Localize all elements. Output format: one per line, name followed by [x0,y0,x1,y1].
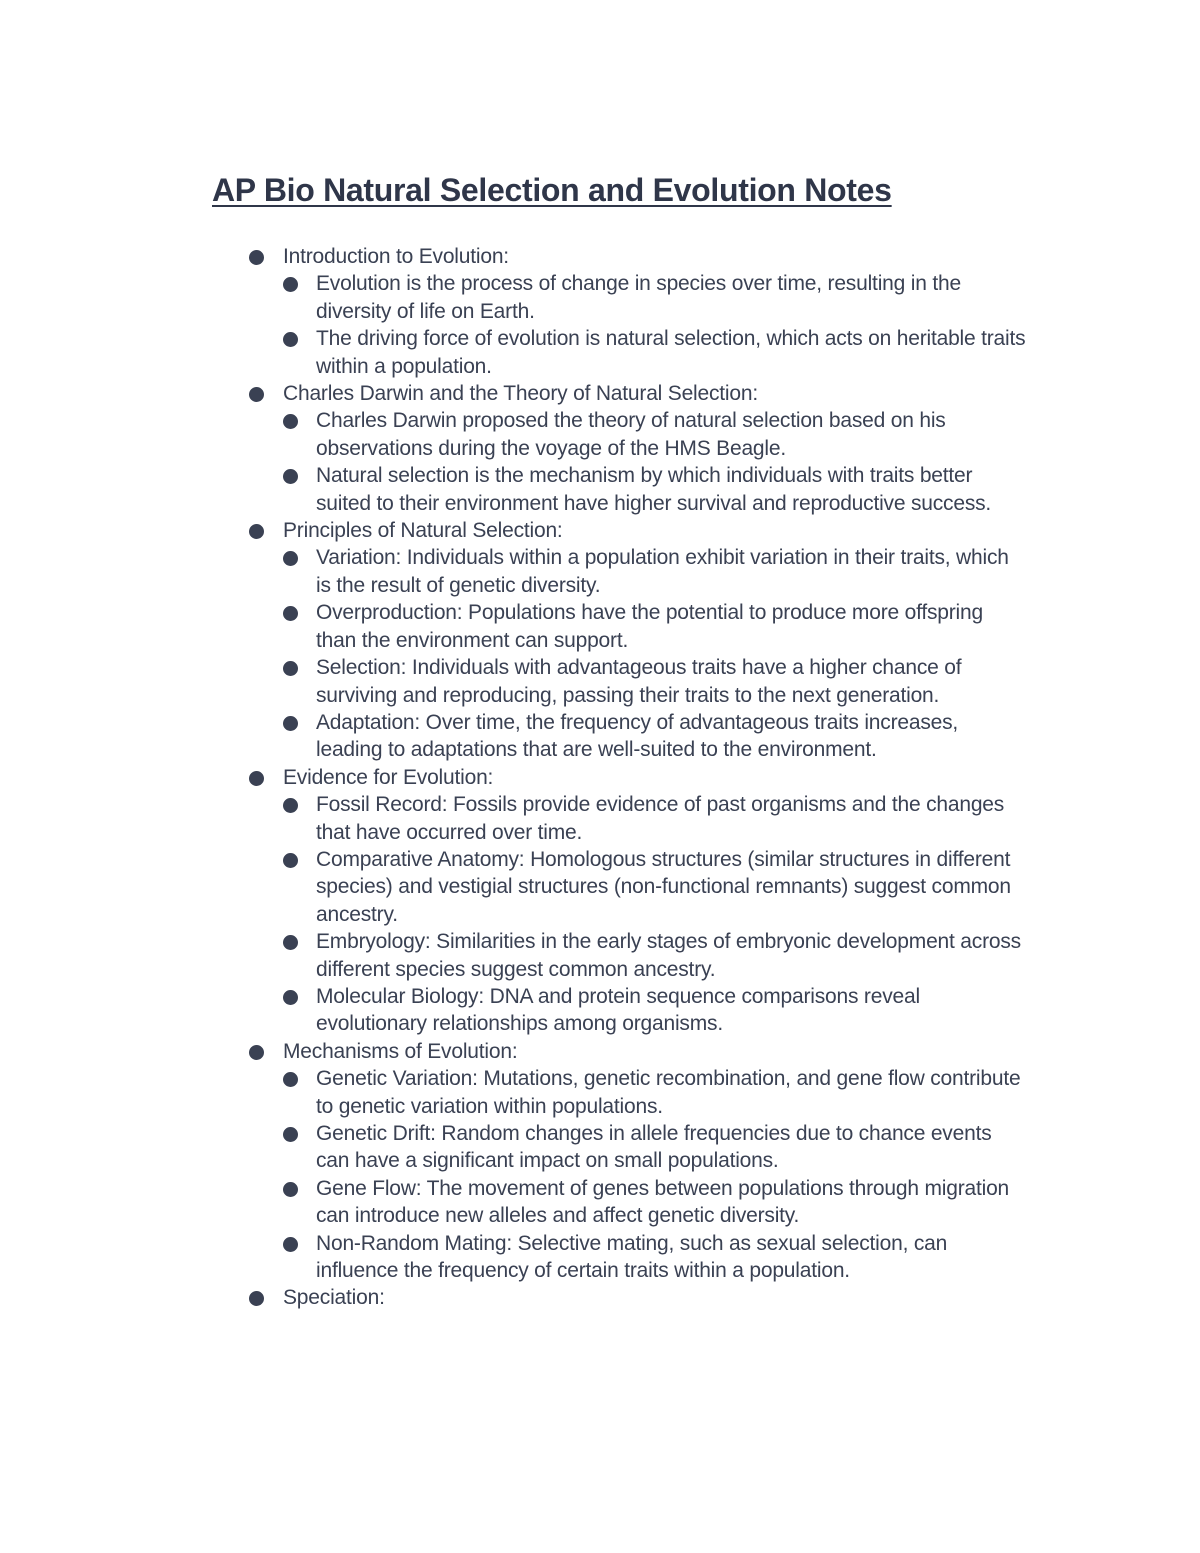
topic-heading: Principles of Natural Selection: [283,519,563,543]
bullet-icon [283,551,298,566]
bullet-icon [283,1127,298,1142]
list-item: Adaptation: Over time, the frequency of advantageous traits increases, leading to adaptations that are well-suited to the environment. [246,709,1028,764]
topic-speciation [246,1284,1066,1311]
bullet-icon [249,524,264,539]
list-item: Genetic Drift: Random changes in allele frequencies due to chance events can have a significant impact on small populations. [246,1120,1028,1175]
bullet-icon [249,250,264,265]
list-item: Variation: Individuals within a population exhibit variation in their traits, which is the result of genetic diversity. [246,544,1028,599]
bullet-icon [283,1237,298,1252]
topic-mechanisms [246,1038,1066,1065]
topic-heading: Charles Darwin and the Theory of Natural Selection: [283,382,758,406]
bullet-icon [249,771,264,786]
subtopic-group [246,544,1066,763]
list-item: Charles Darwin proposed the theory of natural selection based on his observations during the voyage of the HMS Beagle. [246,407,1028,462]
subtopic-group [246,791,1066,1038]
bullet-icon [283,661,298,676]
list-item: Non-Random Mating: Selective mating, such as sexual selection, can influence the frequency of certain traits within a population. [246,1230,1028,1285]
list-item: Embryology: Similarities in the early stages of embryonic development across different species suggest common ancestry. [246,928,1028,983]
topic-heading: Speciation: [283,1286,385,1310]
bullet-icon [283,798,298,813]
bullet-icon [283,332,298,347]
notes-outline [246,243,1066,1312]
list-item: The driving force of evolution is natural selection, which acts on heritable traits within a population. [246,325,1028,380]
subtopic-group [246,270,1066,380]
subtopic-group [246,1065,1066,1284]
bullet-icon [283,1072,298,1087]
subtopic-group [246,407,1066,517]
bullet-icon [249,387,264,402]
bullet-icon [283,469,298,484]
list-item: Overproduction: Populations have the potential to produce more offspring than the environment can support. [246,599,1028,654]
bullet-icon [249,1291,264,1306]
topic-principles [246,517,1066,544]
list-item: Natural selection is the mechanism by which individuals with traits better suited to their environment have higher survival and reproductive success. [246,462,1028,517]
bullet-icon [283,414,298,429]
bullet-icon [283,935,298,950]
bullet-icon [283,1182,298,1197]
list-item: Genetic Variation: Mutations, genetic recombination, and gene flow contribute to genetic variation within populations. [246,1065,1028,1120]
list-item: Gene Flow: The movement of genes between populations through migration can introduce new alleles and affect genetic diversity. [246,1175,1028,1230]
topic-introduction [246,243,1066,270]
topic-heading: Mechanisms of Evolution: [283,1039,518,1063]
bullet-icon [283,853,298,868]
document-title: AP Bio Natural Selection and Evolution Notes [212,172,892,208]
list-item: Molecular Biology: DNA and protein sequence comparisons reveal evolutionary relationships among organisms. [246,983,1028,1038]
bullet-icon [283,277,298,292]
topic-darwin [246,380,1066,407]
list-item: Fossil Record: Fossils provide evidence of past organisms and the changes that have occurred over time. [246,791,1028,846]
list-item: Comparative Anatomy: Homologous structures (similar structures in different species) and vestigial structures (non-functional remnants) suggest common ancestry. [246,846,1028,928]
topic-heading: Introduction to Evolution: [283,245,509,268]
bullet-icon [283,606,298,621]
topic-evidence [246,764,1066,791]
bullet-icon [283,990,298,1005]
topic-heading: Evidence for Evolution: [283,765,494,789]
bullet-icon [283,716,298,731]
list-item: Selection: Individuals with advantageous traits have a higher chance of surviving and reproducing, passing their traits to the next generation. [246,654,1028,709]
bullet-icon [249,1045,264,1060]
list-item: Evolution is the process of change in species over time, resulting in the diversity of life on Earth. [246,270,1028,325]
